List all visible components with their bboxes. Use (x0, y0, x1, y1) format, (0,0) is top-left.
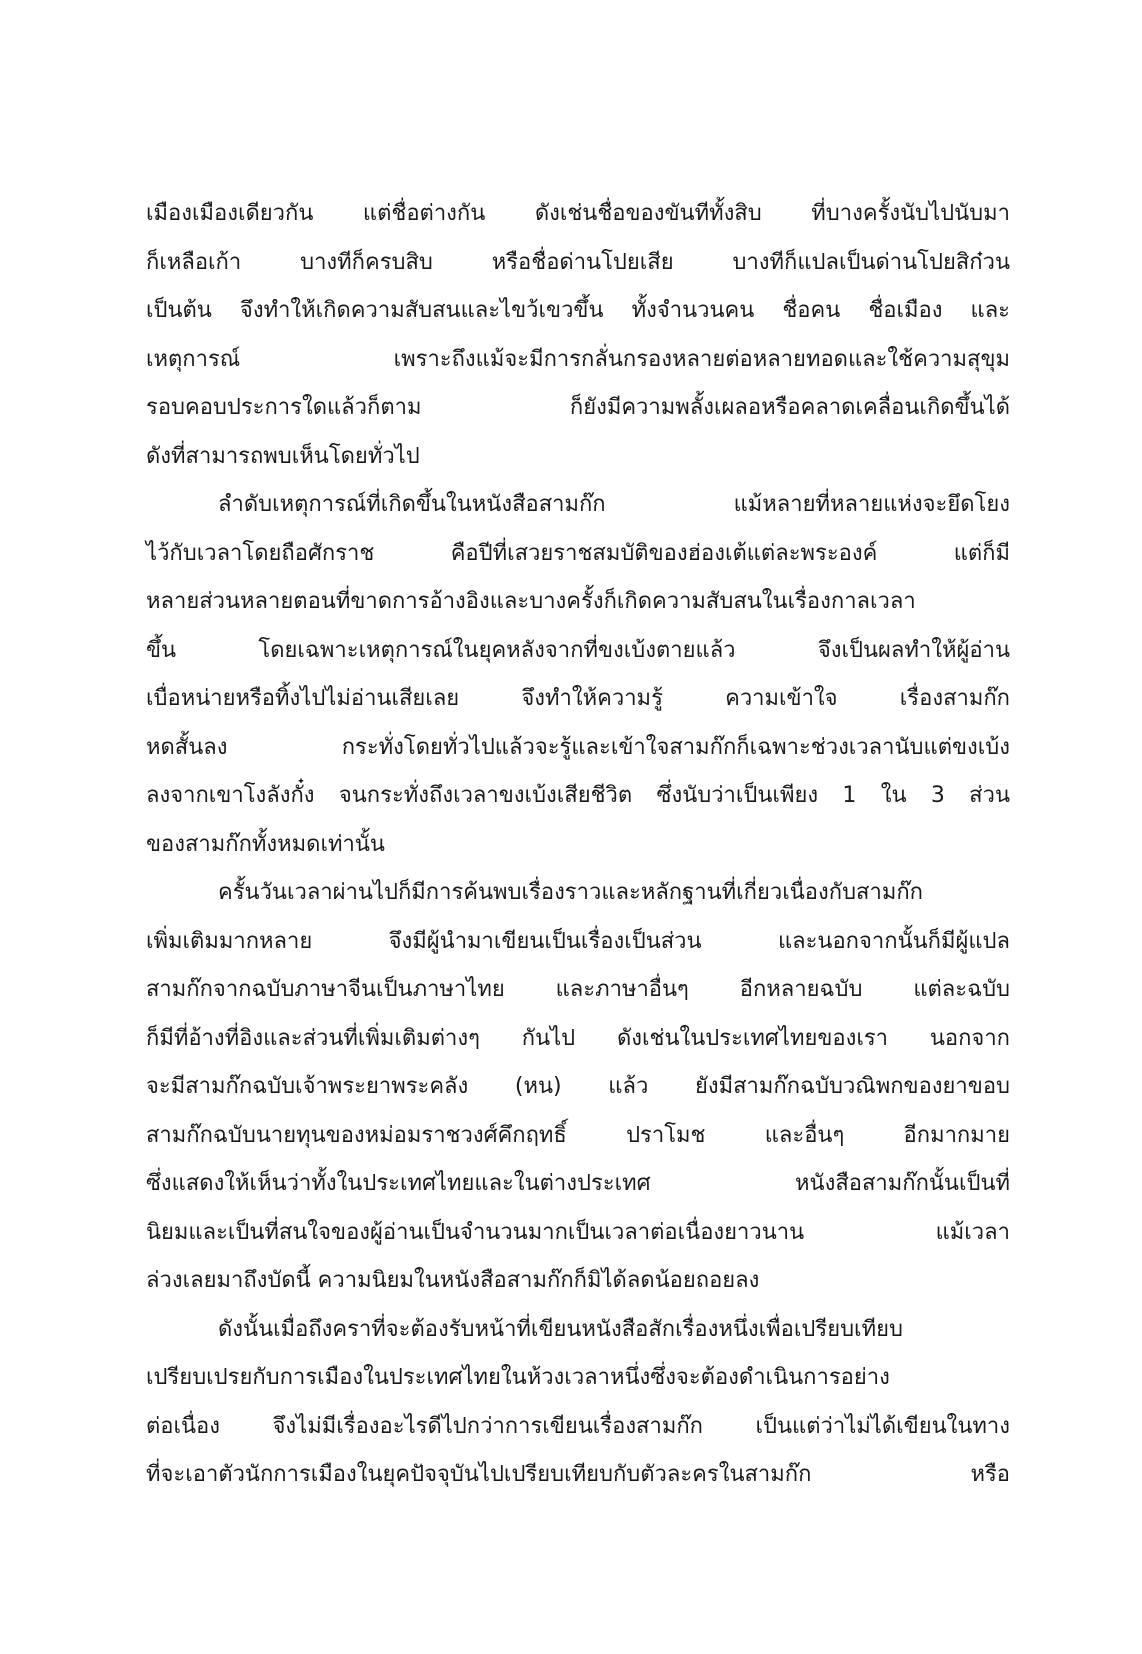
body-text (146, 190, 1010, 1500)
text-line: ขึ้น โดยเฉพาะเหตุการณ์ในยุคหลังจากที่ขงเบ้งตายแล้ว จึงเป็นผลทำให้ผู้อ่าน (146, 637, 1010, 663)
text-line: เบื่อหน่ายหรือทิ้งไปไม่อ่านเสียเลย จึงทำให้ความรู้ ความเข้าใจ เรื่องสามก๊ก (146, 686, 1010, 711)
text-line: ลงจากเขาโงลังกั๋ง จนกระทั่งถึงเวลาขงเบ้งเสียชีวิต ซึ่งนับว่าเป็นเพียง 1 ใน 3 ส่วน (146, 783, 1010, 808)
text-line: รอบคอบประการใดแล้วก็ตาม ก็ยังมีความพลั้งเผลอหรือคลาดเคลื่อนเกิดขึ้นได้ (146, 395, 1010, 420)
text-line: เปรียบเปรยกับการเมืองในประเทศไทยในห้วงเวลาหนึ่งซึ่งจะต้องดำเนินการอย่าง (146, 1365, 890, 1390)
text-line: เพิ่มเติมมากหลาย จึงมีผู้นำมาเขียนเป็นเรื่องเป็นส่วน และนอกจากนั้นก็มีผู้แปล (146, 928, 1010, 954)
text-line: ก็เหลือเก้า บางทีก็ครบสิบ หรือชื่อด่านโปยเสีย บางทีก็แปลเป็นด่านโปยสิก๋วน (146, 249, 1010, 275)
paragraph (146, 869, 1010, 1306)
text-line: ซึ่งแสดงให้เห็นว่าทั้งในประเทศไทยและในต่างประเทศ หนังสือสามก๊กนั้นเป็นที่ (146, 1171, 1010, 1196)
text-line: หลายส่วนหลายตอนที่ขาดการอ้างอิงและบางครั้งก็เกิดความสับสนในเรื่องกาลเวลา (146, 589, 916, 614)
text-line: นิยมและเป็นที่สนใจของผู้อ่านเป็นจำนวนมากเป็นเวลาต่อเนื่องยาวนาน แม้เวลา (146, 1219, 1010, 1245)
text-line: ของสามก๊กทั้งหมดเท่านั้น (146, 831, 385, 857)
text-line: ดังนั้นเมื่อถึงคราที่จะต้องรับหน้าที่เขียนหนังสือสักเรื่องหนึ่งเพื่อเปรียบเทียบ (218, 1316, 903, 1342)
text-line: ครั้นวันเวลาผ่านไปก็มีการค้นพบเรื่องราวและหลักฐานที่เกี่ยวเนื่องกับสามก๊ก (218, 880, 923, 905)
paragraph (146, 190, 1010, 481)
paragraph (146, 1306, 1010, 1500)
text-line: เมืองเมืองเดียวกัน แต่ชื่อต่างกัน ดังเช่นชื่อของขันทีทั้งสิบ ที่บางครั้งนับไปนับมา (146, 201, 1010, 226)
text-line: จะมีสามก๊กฉบับเจ้าพระยาพระคลัง (หน) แล้ว ยังมีสามก๊กฉบับวณิพกของยาขอบ (146, 1074, 1010, 1099)
text-line: ต่อเนื่อง จึงไม่มีเรื่องอะไรดีไปกว่าการเขียนเรื่องสามก๊ก เป็นแต่ว่าไม่ได้เขียนในทาง (146, 1413, 1010, 1439)
text-line: สามก๊กจากฉบับภาษาจีนเป็นภาษาไทย และภาษาอื่นๆ อีกหลายฉบับ แต่ละฉบับ (146, 977, 1010, 1002)
text-line: เป็นต้น จึงทำให้เกิดความสับสนและไขว้เขวขึ้น ทั้งจำนวนคน ชื่อคน ชื่อเมือง และ (146, 298, 1010, 323)
text-line: ดังที่สามารถพบเห็นโดยทั่วไป (146, 443, 420, 469)
text-line: ไว้กับเวลาโดยถือศักราช คือปีที่เสวยราชสมบัติของฮ่องเต้แต่ละพระองค์ แต่ก็มี (146, 540, 1010, 566)
text-line: ก็มีที่อ้างที่อิงและส่วนที่เพิ่มเติมต่างๆ กันไป ดังเช่นในประเทศไทยของเรา นอกจาก (146, 1025, 1010, 1051)
text-line: หดสั้นลง กระทั่งโดยทั่วไปแล้วจะรู้และเข้าใจสามก๊กก็เฉพาะช่วงเวลานับแต่ขงเบ้ง (146, 734, 1010, 760)
text-line: ล่วงเลยมาถึงบัดนี้ ความนิยมในหนังสือสามก๊กก็มิได้ลดน้อยถอยลง (146, 1268, 760, 1293)
text-line: เหตุการณ์ เพราะถึงแม้จะมีการกลั่นกรองหลายต่อหลายทอดและใช้ความสุขุม (146, 346, 1010, 372)
paragraph (146, 481, 1010, 869)
text-line: สามก๊กฉบับนายทุนของหม่อมราชวงศ์คึกฤทธิ์ ปราโมช และอื่นๆ อีกมากมาย (146, 1122, 1010, 1148)
text-line: ที่จะเอาตัวนักการเมืองในยุคปัจจุบันไปเปรียบเทียบกับตัวละครในสามก๊ก หรือ (146, 1462, 1010, 1487)
text-line: ลำดับเหตุการณ์ที่เกิดขึ้นในหนังสือสามก๊ก แม้หลายที่หลายแห่งจะยึดโยง (218, 492, 1010, 517)
